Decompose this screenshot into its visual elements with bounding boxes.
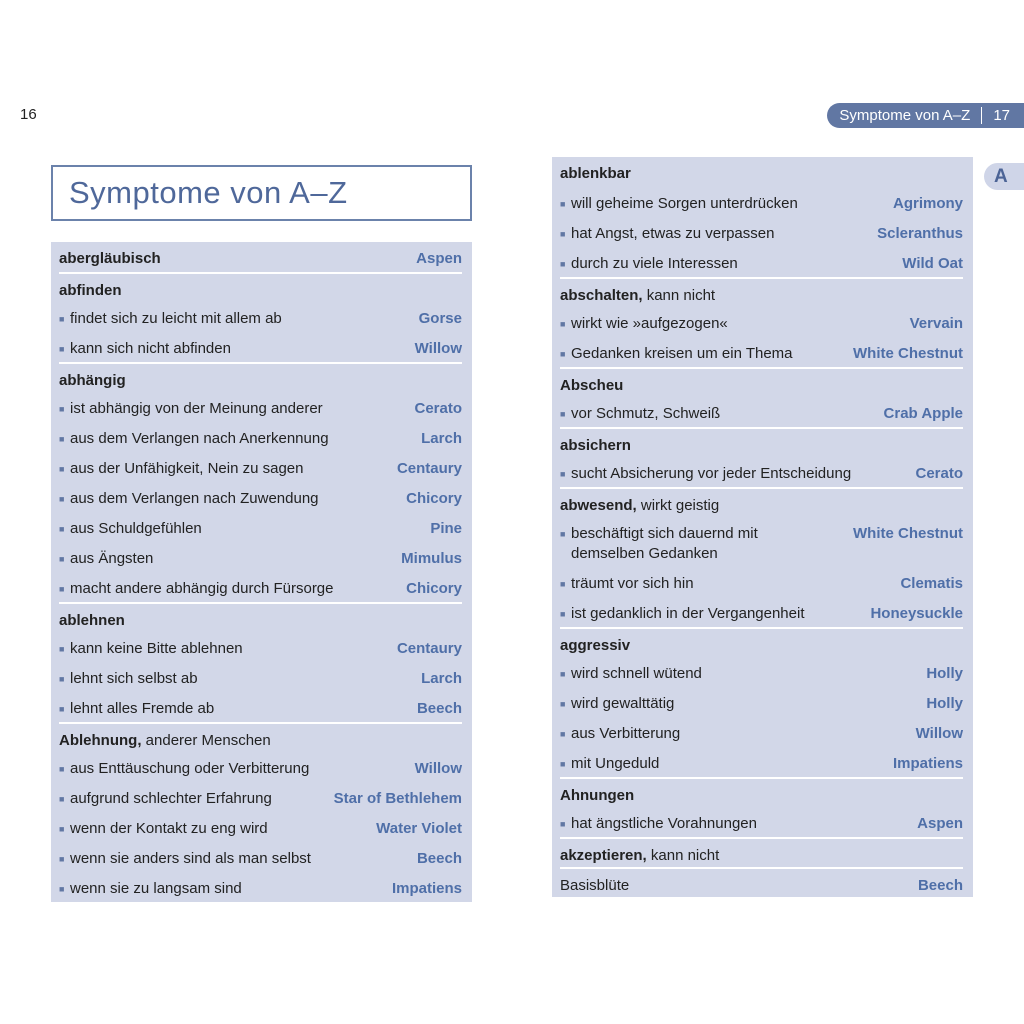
remedy-name: Star of Bethlehem [333,790,462,807]
remedy-name: Cerato [915,465,963,482]
entry-text [560,254,738,274]
remedy-name: Wild Oat [902,255,963,272]
remedy-name: Aspen [416,250,462,267]
remedy-name: Holly [926,695,963,712]
symptom-heading [59,602,462,632]
symptom-text: wird schnell wütend [571,665,702,682]
symptom-entry [59,332,462,362]
keyword-qualifier: anderer Menschen [141,732,271,749]
entry-text [560,664,702,684]
symptom-text: mit Ungeduld [571,755,660,772]
bullet-icon: ■ [59,674,65,684]
symptom-entry [560,717,963,747]
symptom-heading [560,837,963,867]
symptom-text: aus dem Verlangen nach Zuwendung [70,490,319,507]
bullet-icon: ■ [560,469,566,479]
bullet-icon: ■ [560,319,566,329]
bullet-icon: ■ [560,349,566,359]
keyword-qualifier: kann nicht [642,287,716,304]
letter-index-tab[interactable] [984,163,1024,190]
symptom-entry [59,632,462,662]
keyword: absichern [560,437,631,454]
entry-text [560,786,634,806]
symptom-heading [560,427,963,457]
symptom-entry [59,302,462,332]
entry-text [59,281,122,301]
symptom-heading [59,362,462,392]
entry-text [560,524,801,564]
symptom-heading [560,487,963,517]
symptom-entry [59,752,462,782]
bullet-icon: ■ [560,229,566,239]
symptom-text: Gedanken kreisen um ein Thema [571,345,793,362]
entry-text [560,846,719,866]
symptom-entry [59,812,462,842]
remedy-name: Beech [416,700,462,717]
symptom-heading [560,627,963,657]
entry-text [59,819,268,839]
symptom-text: träumt vor sich hin [571,575,694,592]
symptom-entry [560,457,963,487]
symptom-text: wirkt wie »aufgezogen« [571,315,728,332]
entry-text [560,694,674,714]
symptom-entry [59,872,462,902]
symptom-entry [560,597,963,627]
symptom-heading [59,722,462,752]
bullet-icon: ■ [59,524,65,534]
symptom-heading [59,272,462,302]
remedy-name: Willow [915,725,963,742]
remedy-name: Impatiens [892,755,963,772]
symptom-text: aus Enttäuschung oder Verbitterung [70,760,310,777]
symptom-text: kann keine Bitte ablehnen [70,640,243,657]
remedy-name: Willow [414,760,462,777]
entry-text [59,489,319,509]
remedy-name: Centaury [396,460,462,477]
remedy-name: Gorse [418,310,462,327]
entry-text [59,731,271,751]
remedy-name: Chicory [406,490,462,507]
entry-text [560,164,631,184]
symptom-heading [560,367,963,397]
page-number-left: 16 [20,106,37,123]
bullet-icon: ■ [59,344,65,354]
symptom-entry [560,687,963,717]
symptom-entry [59,542,462,572]
symptom-entry [59,782,462,812]
bullet-icon: ■ [560,579,566,589]
bullet-icon: ■ [560,669,566,679]
symptom-entry [59,422,462,452]
entry-text [560,344,793,364]
keyword-qualifier: kann nicht [646,847,720,864]
keyword: ablenkbar [560,165,631,182]
entry-text [560,194,798,214]
entry-text [59,371,126,391]
remedy-name: Willow [414,340,462,357]
remedy-name: Centaury [396,640,462,657]
entry-text [59,399,323,419]
entry-text [560,404,720,424]
entry-text [560,724,680,744]
keyword-qualifier: wirkt geistig [636,497,720,514]
symptom-text: beschäftigt sich dauernd mit demselben Gedanken [571,525,758,562]
keyword: Abscheu [560,377,624,394]
letter-index-label: A [994,165,1008,187]
symptom-list-right [552,157,973,897]
keyword: ablehnen [59,612,125,629]
symptom-heading [560,277,963,307]
remedy-name: Crab Apple [883,405,963,422]
keyword: abhängig [59,372,126,389]
entry-text [59,519,202,539]
remedy-name: White Chestnut [853,345,963,362]
bullet-icon: ■ [59,764,65,774]
entry-text [59,429,329,449]
remedy-name: Mimulus [401,550,462,567]
symptom-heading [59,242,462,272]
symptom-text: wenn sie zu langsam sind [70,880,242,897]
bullet-icon: ■ [560,609,566,619]
keyword: abschalten, [560,287,643,304]
symptom-text: wenn sie anders sind als man selbst [70,850,311,867]
entry-text [560,754,659,774]
symptom-heading [560,777,963,807]
entry-text [560,464,851,484]
entry-text [59,579,334,599]
symptom-entry [560,807,963,837]
bullet-icon: ■ [59,794,65,804]
symptom-entry [59,842,462,872]
symptom-text: findet sich zu leicht mit allem ab [70,310,282,327]
symptom-text: durch zu viele Interessen [571,255,738,272]
remedy-name: Larch [421,670,462,687]
entry-text [560,224,774,244]
symptom-text: lehnt sich selbst ab [70,670,198,687]
keyword: Ahnungen [560,787,635,804]
entry-text [59,309,282,329]
bullet-icon: ■ [560,409,566,419]
symptom-text: sucht Absicherung vor jeder Entscheidung [571,465,852,482]
entry-text [59,669,198,689]
remedy-name: Scleranthus [877,225,963,242]
running-header-title: Symptome von A–Z [839,107,971,124]
remedy-name: Larch [421,430,462,447]
entry-text [560,436,631,456]
symptom-text: lehnt alles Fremde ab [70,700,215,717]
symptom-text: aus dem Verlangen nach Anerkennung [70,430,329,447]
symptom-text: aus der Unfähigkeit, Nein zu sagen [70,460,304,477]
entry-text [560,286,715,306]
entry-text [59,249,161,269]
remedy-name: Beech [917,877,963,894]
page-title: Symptome von A–Z [51,165,472,221]
symptom-entry [59,572,462,602]
symptom-text: hat Angst, etwas zu verpassen [571,225,775,242]
bullet-icon: ■ [59,824,65,834]
bullet-icon: ■ [59,404,65,414]
symptom-entry [560,397,963,427]
bullet-icon: ■ [59,434,65,444]
symptom-text: aus Verbitterung [571,725,681,742]
symptom-entry [560,217,963,247]
entry-text [560,496,719,516]
remedy-name: Vervain [909,315,963,332]
remedy-name: White Chestnut [853,525,963,542]
bullet-icon: ■ [59,554,65,564]
entry-text [560,314,728,334]
entry-text [560,636,630,656]
symptom-entry [59,392,462,422]
page-number-right: 17 [993,107,1010,124]
entry-text [59,339,231,359]
bullet-icon: ■ [560,699,566,709]
symptom-text: ist gedanklich in der Vergangenheit [571,605,805,622]
entry-text [59,611,125,631]
keyword: akzeptieren, [560,847,647,864]
symptom-text: kann sich nicht abfinden [70,340,231,357]
entry-text [59,759,309,779]
symptom-entry [560,567,963,597]
remedy-name: Water Violet [376,820,462,837]
symptom-text: wenn der Kontakt zu eng wird [70,820,268,837]
symptom-entry [59,692,462,722]
symptom-text: aus Ängsten [70,550,154,567]
bullet-icon: ■ [59,644,65,654]
entry-text [560,376,623,396]
bullet-icon: ■ [560,759,566,769]
remedy-name: Chicory [406,580,462,597]
keyword: abwesend, [560,497,637,514]
symptom-entry [560,747,963,777]
remedy-name: Impatiens [391,880,462,897]
bullet-icon: ■ [560,819,566,829]
entry-text [59,549,153,569]
remedy-name: Aspen [917,815,963,832]
keyword: aggressiv [560,637,631,654]
entry-text [59,459,303,479]
remedy-name: Beech [416,850,462,867]
symptom-text: wird gewalttätig [571,695,675,712]
keyword: abfinden [59,282,122,299]
symptom-entry [59,512,462,542]
symptom-text: will geheime Sorgen unterdrücken [571,195,798,212]
bullet-icon: ■ [59,584,65,594]
entry-text [59,789,272,809]
symptom-entry [560,307,963,337]
remedy-name: Cerato [414,400,462,417]
symptom-entry [59,452,462,482]
remedy-name: Agrimony [892,195,963,212]
bullet-icon: ■ [560,529,566,539]
symptom-entry [59,482,462,512]
entry-text [560,604,805,624]
symptom-text: vor Schmutz, Schweiß [571,405,721,422]
bullet-icon: ■ [560,199,566,209]
symptom-text: aufgrund schlechter Erfahrung [70,790,272,807]
symptom-text: Basisblüte [560,877,630,894]
symptom-text: hat ängstliche Vorahnungen [571,815,757,832]
entry-text [59,879,242,899]
bullet-icon: ■ [59,884,65,894]
remedy-name: Pine [430,520,462,537]
bullet-icon: ■ [59,494,65,504]
bullet-icon: ■ [560,259,566,269]
keyword: Ablehnung, [59,732,142,749]
entry-text [59,849,311,869]
bullet-icon: ■ [59,704,65,714]
symptom-text: macht andere abhängig durch Fürsorge [70,580,334,597]
header-divider [981,107,982,124]
bullet-icon: ■ [59,464,65,474]
entry-text [59,639,243,659]
symptom-entry [560,517,963,567]
symptom-heading [560,157,963,187]
symptom-entry [59,662,462,692]
symptom-entry [560,337,963,367]
entry-text [59,699,214,719]
keyword: abergläubisch [59,250,161,267]
bullet-icon: ■ [59,854,65,864]
bullet-icon: ■ [560,729,566,739]
symptom-list-left [51,242,472,902]
entry-text [560,876,629,896]
entry-text [560,814,757,834]
symptom-entry [560,247,963,277]
symptom-entry [560,657,963,687]
symptom-entry [560,867,963,897]
bullet-icon: ■ [59,314,65,324]
remedy-name: Clematis [900,575,963,592]
entry-text [560,574,694,594]
remedy-name: Holly [926,665,963,682]
remedy-name: Honeysuckle [870,605,963,622]
symptom-text: ist abhängig von der Meinung anderer [70,400,323,417]
symptom-entry [560,187,963,217]
symptom-text: aus Schuldgefühlen [70,520,202,537]
running-header [827,103,1024,128]
